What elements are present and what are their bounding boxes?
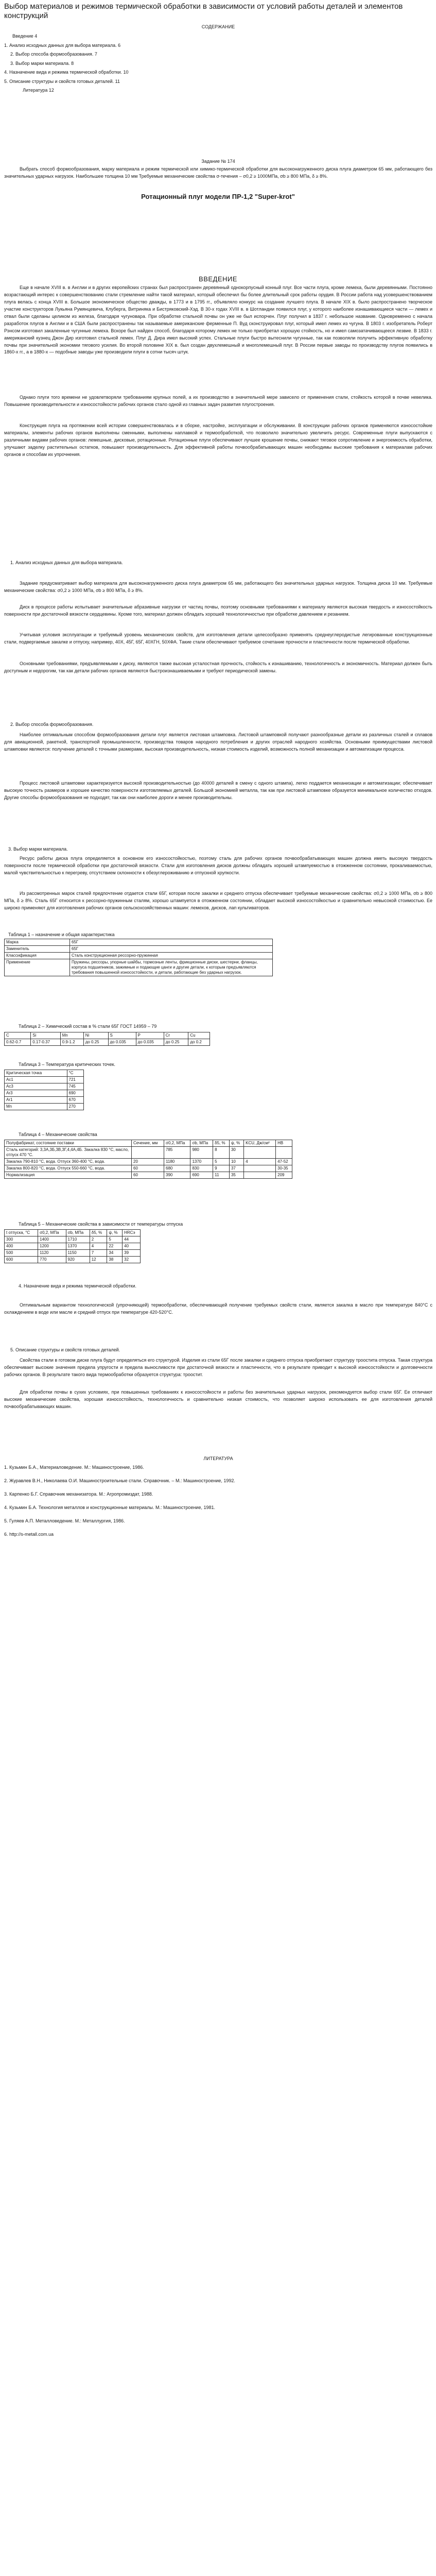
table-cell: Ac3: [5, 1083, 67, 1090]
table-cell: 34: [107, 1250, 123, 1257]
table-cell: Классификация: [5, 953, 70, 959]
table-cell: Ar1: [5, 1097, 67, 1104]
table-cell: 0.17-0.37: [31, 1039, 61, 1046]
table-cell: 20: [132, 1159, 164, 1165]
section3-paragraph: Из рассмотренных марок сталей предпочтение отдается стали 65Г, которая после закалки и среднего отпуска обеспечивает требуемые механические свойства: σ0,2 ≥ 1000 МПа, σb ≥ 800 МПа, δ ≥ 8%. Сталь 65Г относится к рессорно-пружинным сталям, хорошо штампуется в отожженном состоянии, обладает высокой износостойкостью и сравнительно невысокой стоимостью. Ее широко применяют для изготовления рабочих органов сельскохозяйственных машин: лемехов, дисков, лап культиваторов.: [4, 891, 432, 910]
table-header-cell: ψ, %: [229, 1140, 243, 1147]
table-cell: 4: [244, 1159, 276, 1165]
table-cell: 300: [5, 1236, 38, 1243]
task-text: Выбрать способ формообразования, марку материала и режим термической или химико-термической обработки для высоконагруженного диска плуга диаметром 65 мм, работающего без значительных ударных нагрузок. Наибольшее толщина 10 мм Требуемые механические свойства σ-течения – σ0,2 ≥ 1000МПа, σb ≥ 800 МПа, δ ≥ 8%.: [4, 166, 432, 179]
table-cell: 32: [123, 1257, 141, 1263]
table-header-cell: Ni: [83, 1032, 108, 1039]
table-cell: 7: [90, 1250, 107, 1257]
table-cell: 980: [190, 1147, 213, 1159]
reference-item: 2. Журавлев В.Н., Николаева О.И. Машиностроительные стали. Справочник. – М.: Машиностроение, 1992.: [4, 1478, 235, 1483]
table-row: [5, 1236, 141, 1243]
table-row: [5, 953, 273, 959]
task-label: Задание № 174: [201, 159, 235, 164]
table-cell: 209: [276, 1172, 292, 1179]
table-row: [5, 1159, 292, 1165]
table-cell: 690: [67, 1090, 84, 1097]
table-cell: Заменитель: [5, 946, 70, 953]
table-row: [5, 939, 273, 946]
table-header-row: [5, 1140, 292, 1147]
table-cell: [244, 1172, 276, 1179]
table-row: [5, 1077, 84, 1083]
table-cell: 1200: [38, 1243, 66, 1250]
document-title: Выбор материалов и режимов термической обработки в зависимости от условий работы деталей и элементов конструкций: [4, 2, 403, 21]
table-header-cell: t отпуска, °С: [5, 1230, 38, 1236]
table-header-cell: KCU, Дж/см²: [244, 1140, 276, 1147]
table-header-cell: HB: [276, 1140, 292, 1147]
table-header-cell: δ5, %: [213, 1140, 230, 1147]
table-header-cell: °C: [67, 1070, 84, 1077]
table-cell: Сталь конструкционная рессорно-пружинная: [70, 953, 273, 959]
table-cell: Применение: [5, 959, 70, 976]
table-cell: до 0.035: [136, 1039, 164, 1046]
section1-paragraph: Учитывая условия эксплуатации и требуемый уровень механических свойств, для изготовления детали целесообразно применять среднеуглеродистые легированные конструкционные стали, подвергаемые закалке и отпуску, например, 40Х, 45Г, 65Г, 40ХГН, 50ХФА. Такие стали обеспечивают требуемое сочетание прочности и пластичности после термической обработки.: [4, 632, 432, 645]
table-cell: 35: [229, 1172, 243, 1179]
table-cell: 10: [229, 1159, 243, 1165]
table-header-cell: ψ, %: [107, 1230, 123, 1236]
section4-heading: 4. Назначение вида и режима термической обработки.: [19, 1283, 136, 1289]
table-cell: 1120: [38, 1250, 66, 1257]
table1-caption: Таблица 1 – назначение и общая характеристика: [8, 932, 115, 937]
table-cell: [244, 1165, 276, 1172]
table-cell: 745: [67, 1083, 84, 1090]
table-cell: 11: [213, 1172, 230, 1179]
table-cell: Пружины, рессоры, упорные шайбы, тормозные ленты, фрикционные диски, шестерни, фланцы, корпуса подшипников, зажимные и подающие цанги и другие детали, к которым предъявляются требования повышенной износостойкости, и детали, работающие без ударных нагрузок.: [70, 959, 273, 976]
table-cell: 60: [132, 1165, 164, 1172]
table4-caption: Таблица 4 – Механические свойства: [19, 1132, 97, 1137]
table-row: [5, 1083, 84, 1090]
table-cell: 1710: [66, 1236, 90, 1243]
table-row: [5, 1104, 84, 1110]
table-header-cell: σb, МПа: [190, 1140, 213, 1147]
table-row: [5, 1147, 292, 1159]
reference-item: 4. Кузьмин Б.А. Технология металлов и конструкционные материалы. М.: Машиностроение, 1981.: [4, 1504, 215, 1510]
table-mechanical-properties: [4, 1140, 292, 1179]
table-cell: 1180: [164, 1159, 190, 1165]
section4-paragraph: Оптимальным вариантом технологической (упрочняющей) термообработки, обеспечивающей получение требуемых свойств стали, является закалка в масло при температуре 840°С с охлаждением в воде или масле и средний отпуск при температуре 420-520°С.: [4, 1302, 432, 1315]
toc-item[interactable]: Введение 4: [12, 33, 38, 39]
section2-paragraph: Наиболее оптимальным способом формообразования детали плуг является листовая штамповка. Листовой штамповкой получают разнообразные детали из различных сталей и сплавов для авиационной, ракетной, транспортной промышленности, производства товаров народного потребления и других отраслей народного хозяйства. Основными преимуществами листовой штамповки являются: получение деталей с точными размерами, высокая производительность, низкая стоимость изделий, возможность полной механизации и автоматизации процесса.: [4, 732, 432, 752]
section2-heading: 2. Выбор способа формообразования.: [10, 722, 94, 727]
table-header-cell: Si: [31, 1032, 61, 1039]
table-cell: 65Г: [70, 939, 273, 946]
table-cell: до 0.2: [188, 1039, 210, 1046]
table-cell: 44: [123, 1236, 141, 1243]
section1-heading: 1. Анализ исходных данных для выбора материала.: [10, 560, 123, 565]
table-row: [5, 1257, 141, 1263]
table-row: [5, 1165, 292, 1172]
reference-link[interactable]: 6. http://s-metall.com.ua: [4, 1531, 54, 1537]
table-cell: [276, 1147, 292, 1159]
table-cell: Сталь категорий: 3,3А,3Б,3В,3Г,4,4А,4Б. Закалка 830 °С, масло, отпуск 470 °С.: [5, 1147, 132, 1159]
section5-paragraph: Свойства стали в готовом диске плуга будут определяться его структурой. Изделия из стали 65Г после закалки и среднего отпуска приобретают структуру троостита отпуска. Такая структура обеспечивает высокие значения предела упругости и предела выносливости при достаточной вязкости и пластичности, что в результате приводит к высокой износостойкости и долговечности рабочих органов. В результате такого вида термообработки образуется структура: троостит.: [4, 1358, 432, 1377]
table-critical-points: [4, 1070, 84, 1110]
table-row: [5, 1090, 84, 1097]
table2-caption: Таблица 2 – Химический состав в % стали 65Г ГОСТ 14959 – 79: [19, 1024, 157, 1029]
table-cell: 39: [123, 1250, 141, 1257]
intro-paragraph: Еще в начале XVIII в. в Англии и в других европейских странах был распространен деревянный однокорпусный конный плуг. Все части плуга, кроме лемеха, были деревянными. Постоянно возрастающий интерес к совершенствованию стали стремление найти такой материал, который обеспечил бы более длительный срок работы орудия. В России работа над усовершенствованием плуга велась с конца XVIII в. Большое экономическое общество дважды, в 1773 и в 1795 гг., объявляло конкурс на создание лучшего плуга. В начале XIX в. было распространено творческое участие конструкторов Лукьяна Румянцевича, Клуберга, Витриняка и Бистряковский-Хэд. В 30-х годах XVIII в. в Шотландии появился плуг, у которого наиболее изнашивающиеся части — лемех и отвал были сделаны целиком из железа, благодаря чугуновара. При обработке стальной почвы он уже не был испорчен. Плуг получил в 1837 г. небольшое название. Одновременно с начала разработок плугов в Англии и в США были распространены так называемые американские ферменные П. Вуд сконструировал плуг, который имел лемех из чугуна. В 1803 г. изобретатель Роберт Рэнсом изготовил закаленные чугунные лемеха. Вскоре был найден способ, благодаря которому лемех не только приобретал хорошую стойкость, но и имел самозатачивающееся лезвие. В 1833 г. американский кузнец Джон Дир изготовил стальной лемех. Плуг Д. Дира имел высокий успех. Стальные плуги быстро вытеснили чугунные, так как позволяли получить эффективную обработку почвы при значительной экономии тягового усилия. Во второй половине XIX в. был создан двухлемешный и многолемешный плуг. В России первые заводы по производству плугов появились в 1860-х гг., а в 1880-х — подобные заводы уже производили плуги в сотни тысяч штук.: [4, 285, 432, 355]
table-cell: 37: [229, 1165, 243, 1172]
table-header-cell: Полуфабрикат, состояние поставки: [5, 1140, 132, 1147]
table-cell: Закалка 800-820 °С, вода. Отпуск 550-660 °С, вода.: [5, 1165, 132, 1172]
reference-item: 5. Гуляев А.П. Металловедение. М.: Металлургия, 1986.: [4, 1518, 125, 1523]
section2-paragraph: Процесс листовой штамповки характеризуется высокой производительностью (до 40000 деталей в смену с одного штампа), легко поддается механизации и автоматизации; обеспечивает высокую точность размеров и хорошее качество поверхности изготовляемых деталей. Большой экономией металла, так как при листовой штамповке образуется минимальное количество отходов. Другие способы формообразования не подходят, так как они наиболее дороги и менее производительны.: [4, 781, 432, 800]
section3-paragraph: Ресурс работы диска плуга определяется в основном его износостойкостью, поэтому сталь для рабочих органов почвообрабатывающих машин должна иметь высокую твердость поверхности после термической обработки при достаточной вязкости. Стали для изготовления дисков должны обладать хорошей штампуемостью в отожженном состоянии, прокаливаемостью, малой чувствительностью к перегреву, отсутствием склонности к обезуглероживанию и отпускной хрупкости.: [4, 856, 432, 875]
table-cell: 9: [213, 1165, 230, 1172]
table-cell: 5: [213, 1159, 230, 1165]
table-cell: 2: [90, 1236, 107, 1243]
table-cell: 30-35: [276, 1165, 292, 1172]
table-cell: 770: [38, 1257, 66, 1263]
table-cell: 920: [66, 1257, 90, 1263]
section3-heading: 3. Выбор марки материала.: [8, 846, 68, 852]
table-header-cell: σ0,2, МПа: [164, 1140, 190, 1147]
table3-caption: Таблица 3 – Температура критических точек.: [19, 1062, 116, 1067]
table-cell: 1370: [190, 1159, 213, 1165]
section5-paragraph: Для обработки почвы в сухих условиях, при повышенных требованиях к износостойкости и работы без значительных ударных нагрузок, рекомендуется выбор стали 65Г. Ее отличают высокие механические свойства, хорошая износостойкость, технологичность и сравнительно низкая стоимость, что позволяет широко использовать ее для изготовления деталей почвообрабатывающих машин.: [4, 1389, 432, 1409]
table-header-cell: Cr: [164, 1032, 188, 1039]
table-header-cell: Критическая точка: [5, 1070, 67, 1077]
table-cell: [244, 1147, 276, 1159]
table-cell: 38: [107, 1257, 123, 1263]
table-header-cell: S: [108, 1032, 136, 1039]
table-cell: до 0.25: [83, 1039, 108, 1046]
table-cell: до 0.035: [108, 1039, 136, 1046]
table-row: [5, 959, 273, 976]
table-header-cell: Cu: [188, 1032, 210, 1039]
table-cell: 60: [132, 1172, 164, 1179]
table-cell: 670: [67, 1097, 84, 1104]
table-cell: 600: [5, 1257, 38, 1263]
table-cell: 0.9-1.2: [60, 1039, 83, 1046]
intro-paragraph: Конструкция плуга на протяжении всей истории совершенствовалась и в сборке, настройке, эксплуатации и обслуживании. В конструкции рабочих органов применяются износостойкие материалы, элементы рабочих органов выполнены сменными, выполнены наплавкой и термообработкой, что позволило значительно увеличить ресурс. Современные плуги выпускаются с различными видами рабочих органов: лемешные, дисковые, ротационные. Ротационные плуги обеспечивают лучшее крошение почвы, снижают тяговое сопротивление и энергоемкость обработки, улучшают заделку растительных остатков, повышают производительность. Для эффективной работы почвообрабатывающих машин необходимы высокие требования к материалам рабочих органов и способам их упрочнения.: [4, 423, 432, 457]
table-cell: 270: [67, 1104, 84, 1110]
table-row: [5, 1250, 141, 1257]
toc-item[interactable]: 4. Назначение вида и режима термической обработки. 10: [4, 70, 129, 75]
table-cell: 721: [67, 1077, 84, 1083]
table-cell: 1400: [38, 1236, 66, 1243]
table-cell: 680: [164, 1165, 190, 1172]
table-general-characteristics: [4, 939, 273, 976]
table-row: [5, 1097, 84, 1104]
table-row: [5, 946, 273, 953]
table-row: [5, 1172, 292, 1179]
reference-item: 1. Кузьмин Б.А., Материаловедение. М.: Машиностроение, 1986.: [4, 1465, 144, 1470]
table-cell: 30: [229, 1147, 243, 1159]
intro-paragraph: Однако плуги того времени не удовлетворяли требованиям крупных полей, а их производство в значительной мере зависело от применения стали, стойкость которой в почве невелика. Повышение производительности и износостойкости рабочих органов стало одной из главных задач развития плугостроения.: [4, 395, 432, 407]
toc-item[interactable]: 5. Описание структуры и свойств готовых деталей. 11: [4, 79, 120, 84]
table-header-cell: δ5, %: [90, 1230, 107, 1236]
task-subtitle: Ротационный плуг модели ПР-1,2 "Super-krot": [141, 193, 295, 200]
toc-item[interactable]: 3. Выбор марки материала. 8: [10, 61, 74, 66]
table-cell: 47-52: [276, 1159, 292, 1165]
table-header-row: [5, 1032, 210, 1039]
table-cell: 40: [123, 1243, 141, 1250]
table-cell: Нормализация: [5, 1172, 132, 1179]
toc-heading: СОДЕРЖАНИЕ: [201, 24, 235, 29]
table-cell: 0.62-0.7: [5, 1039, 31, 1046]
toc-item[interactable]: 1. Анализ исходных данных для выбора материала. 6: [4, 43, 121, 48]
table-cell: 1370: [66, 1243, 90, 1250]
table-header-cell: σ0,2, МПа: [38, 1230, 66, 1236]
section1-paragraph: Диск в процессе работы испытывает значительные абразивные нагрузки от частиц почвы, поэтому основными требованиями к материалу являются высокая твердость и износостойкость поверхности при достаточной вязкости сердцевины. Кроме того, материал должен обладать хорошей технологичностью при обработке давлением и резанием.: [4, 604, 432, 617]
table-cell: до 0.25: [164, 1039, 188, 1046]
table-row: [5, 1243, 141, 1250]
section5-heading: 5. Описание структуры и свойств готовых деталей.: [10, 1347, 120, 1352]
table-cell: 400: [5, 1243, 38, 1250]
table-cell: 4: [90, 1243, 107, 1250]
table-header-cell: P: [136, 1032, 164, 1039]
table-header-cell: Сечение, мм: [132, 1140, 164, 1147]
table-header-cell: C: [5, 1032, 31, 1039]
table-cell: 500: [5, 1250, 38, 1257]
table-cell: 390: [164, 1172, 190, 1179]
table-cell: Mn: [5, 1104, 67, 1110]
table-cell: 690: [190, 1172, 213, 1179]
table-cell: Ac1: [5, 1077, 67, 1083]
table-header-row: [5, 1230, 141, 1236]
references-list: [4, 1464, 432, 1545]
table-cell: 785: [164, 1147, 190, 1159]
intro-heading: ВВЕДЕНИЕ: [199, 275, 237, 283]
table-cell: Ar3: [5, 1090, 67, 1097]
table-cell: 8: [213, 1147, 230, 1159]
table-cell: 22: [107, 1243, 123, 1250]
table-header-cell: σb, МПа: [66, 1230, 90, 1236]
table-chemical-composition: [4, 1032, 210, 1046]
reference-item: 3. Карпенко Б.Г. Справочник механизатора. М.: Агропромиздат, 1988.: [4, 1491, 153, 1497]
section1-paragraph: Задание предусматривает выбор материала для высоконагруженного диска плуга диаметром 65 мм, работающего без значительных ударных нагрузок. Толщина диска 10 мм. Требуемые механические свойства: σ0,2 ≥ 1000 МПа, σb ≥ 800 МПа, δ ≥ 8%.: [4, 581, 432, 593]
toc-item[interactable]: Литература 12: [23, 88, 54, 93]
table-cell: 12: [90, 1257, 107, 1263]
table-cell: 65Г: [70, 946, 273, 953]
table-cell: Марка: [5, 939, 70, 946]
table-cell: 1150: [66, 1250, 90, 1257]
table5-caption: Таблица 5 – Механические свойства в зависимости от температуры отпуска: [19, 1222, 183, 1227]
section1-paragraph: Основными требованиями, предъявляемыми к диску, являются также высокая усталостная прочность, стойкость к изнашиванию, технологичность и экономичность. Материал должен быть доступным и недорогим, так как детали рабочих органов являются быстроизнашиваемыми и требуют периодической замены.: [4, 661, 432, 673]
table-tempering-properties: [4, 1229, 141, 1263]
toc-item[interactable]: 2. Выбор способа формообразования. 7: [10, 52, 97, 57]
table-cell: 5: [107, 1236, 123, 1243]
table-cell: Закалка 790-810 °С, вода. Отпуск 360-400 °С, вода.: [5, 1159, 132, 1165]
table-cell: [132, 1147, 164, 1159]
table-header-cell: НRCэ: [123, 1230, 141, 1236]
table-cell: 830: [190, 1165, 213, 1172]
references-heading: ЛИТЕРАТУРА: [203, 1456, 233, 1461]
table-row: [5, 1039, 210, 1046]
table-header-row: [5, 1070, 84, 1077]
table-header-cell: Mn: [60, 1032, 83, 1039]
